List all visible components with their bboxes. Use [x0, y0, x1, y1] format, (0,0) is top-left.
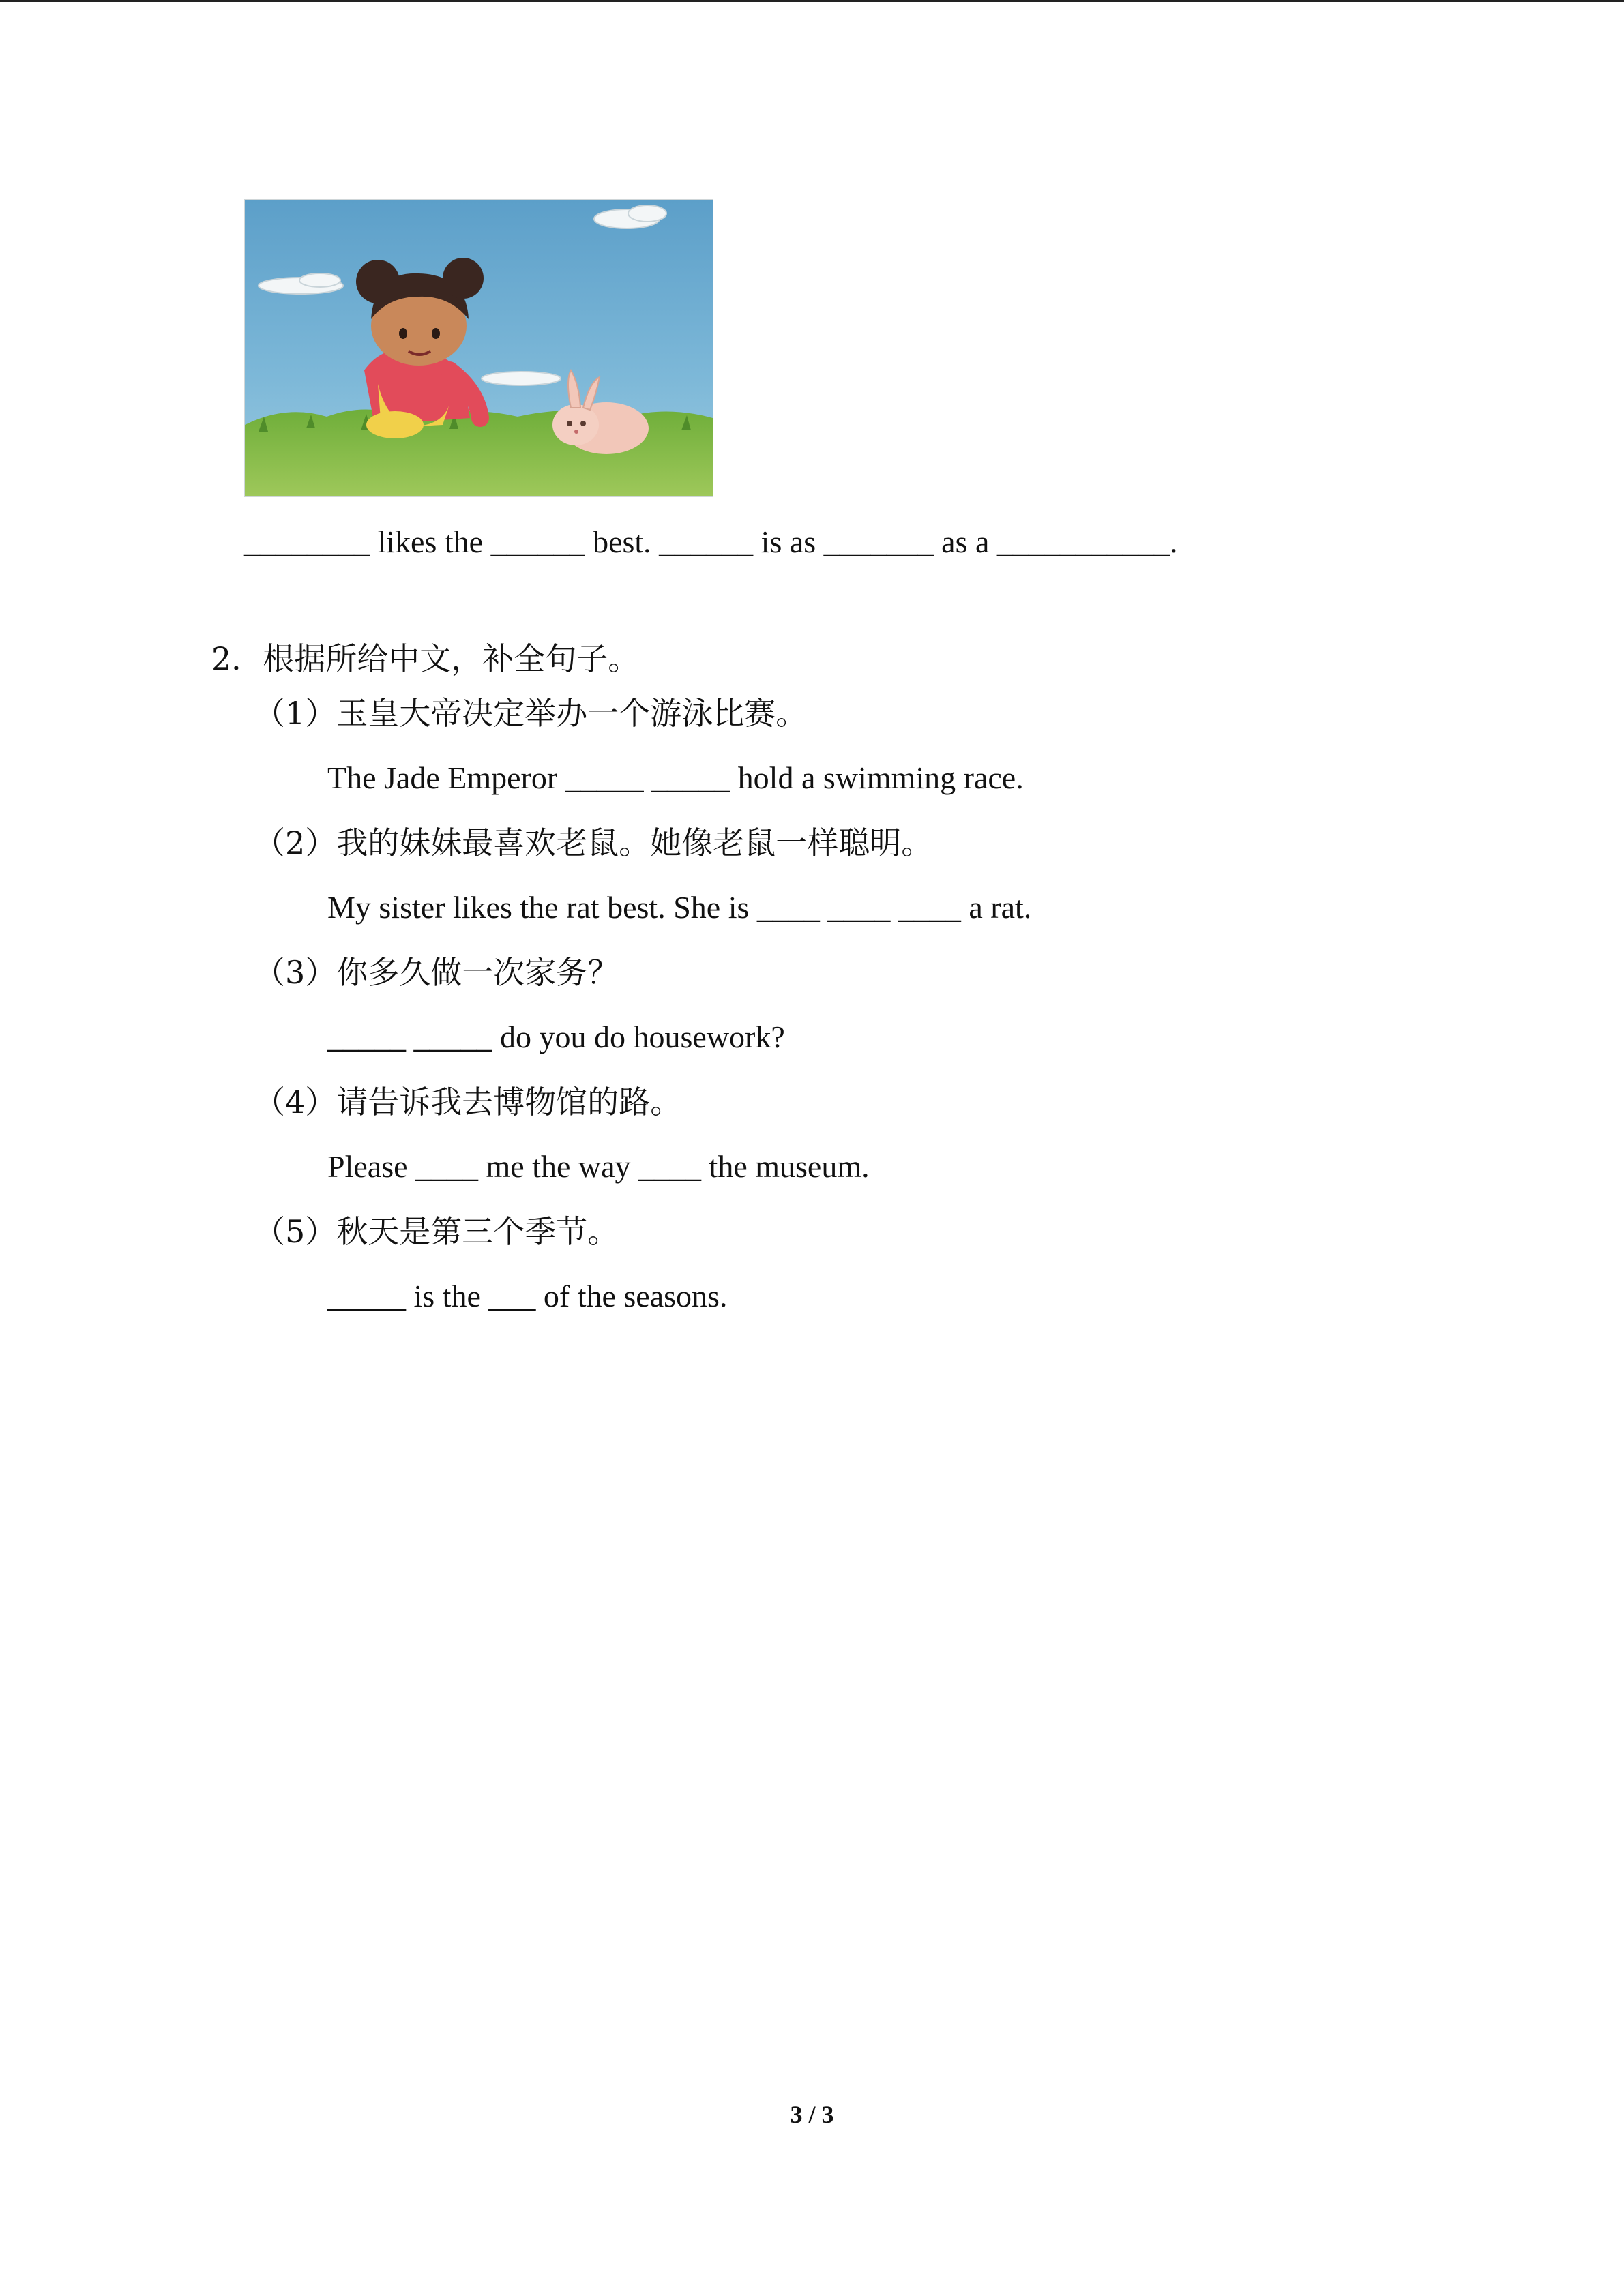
top-border-rule [0, 0, 1624, 2]
girl-and-rabbit-illustration [244, 199, 713, 497]
q1-fill-in-sentence: ________ likes the ______ best. ______ is as _______ as a ___________. [244, 524, 1178, 559]
q2-item-5-chinese: （5）秋天是第三个季节。 [254, 1213, 619, 1250]
q2-heading: 2．根据所给中文，补全句子。 [211, 640, 640, 677]
q2-item-4-chinese: （4）请告诉我去博物馆的路。 [254, 1084, 682, 1120]
q2-item-4-english: Please ____ me the way ____ the museum. [327, 1149, 870, 1184]
page-number: 3 / 3 [790, 2101, 834, 2128]
q2-item-5-english: _____ is the ___ of the seasons. [327, 1279, 728, 1313]
q2-item-1-english: The Jade Emperor _____ _____ hold a swimming race. [327, 760, 1024, 795]
q2-item-2-english: My sister likes the rat best. She is ____ ____ ____ a rat. [327, 890, 1032, 925]
q2-item-1-chinese: （1）玉皇大帝决定举办一个游泳比赛。 [254, 695, 808, 732]
q2-item-3-english: _____ _____ do you do housework? [327, 1019, 785, 1054]
q2-item-2-chinese: （2）我的妹妹最喜欢老鼠。她像老鼠一样聪明。 [254, 824, 933, 861]
q2-item-3-chinese: （3）你多久做一次家务？ [254, 954, 619, 991]
